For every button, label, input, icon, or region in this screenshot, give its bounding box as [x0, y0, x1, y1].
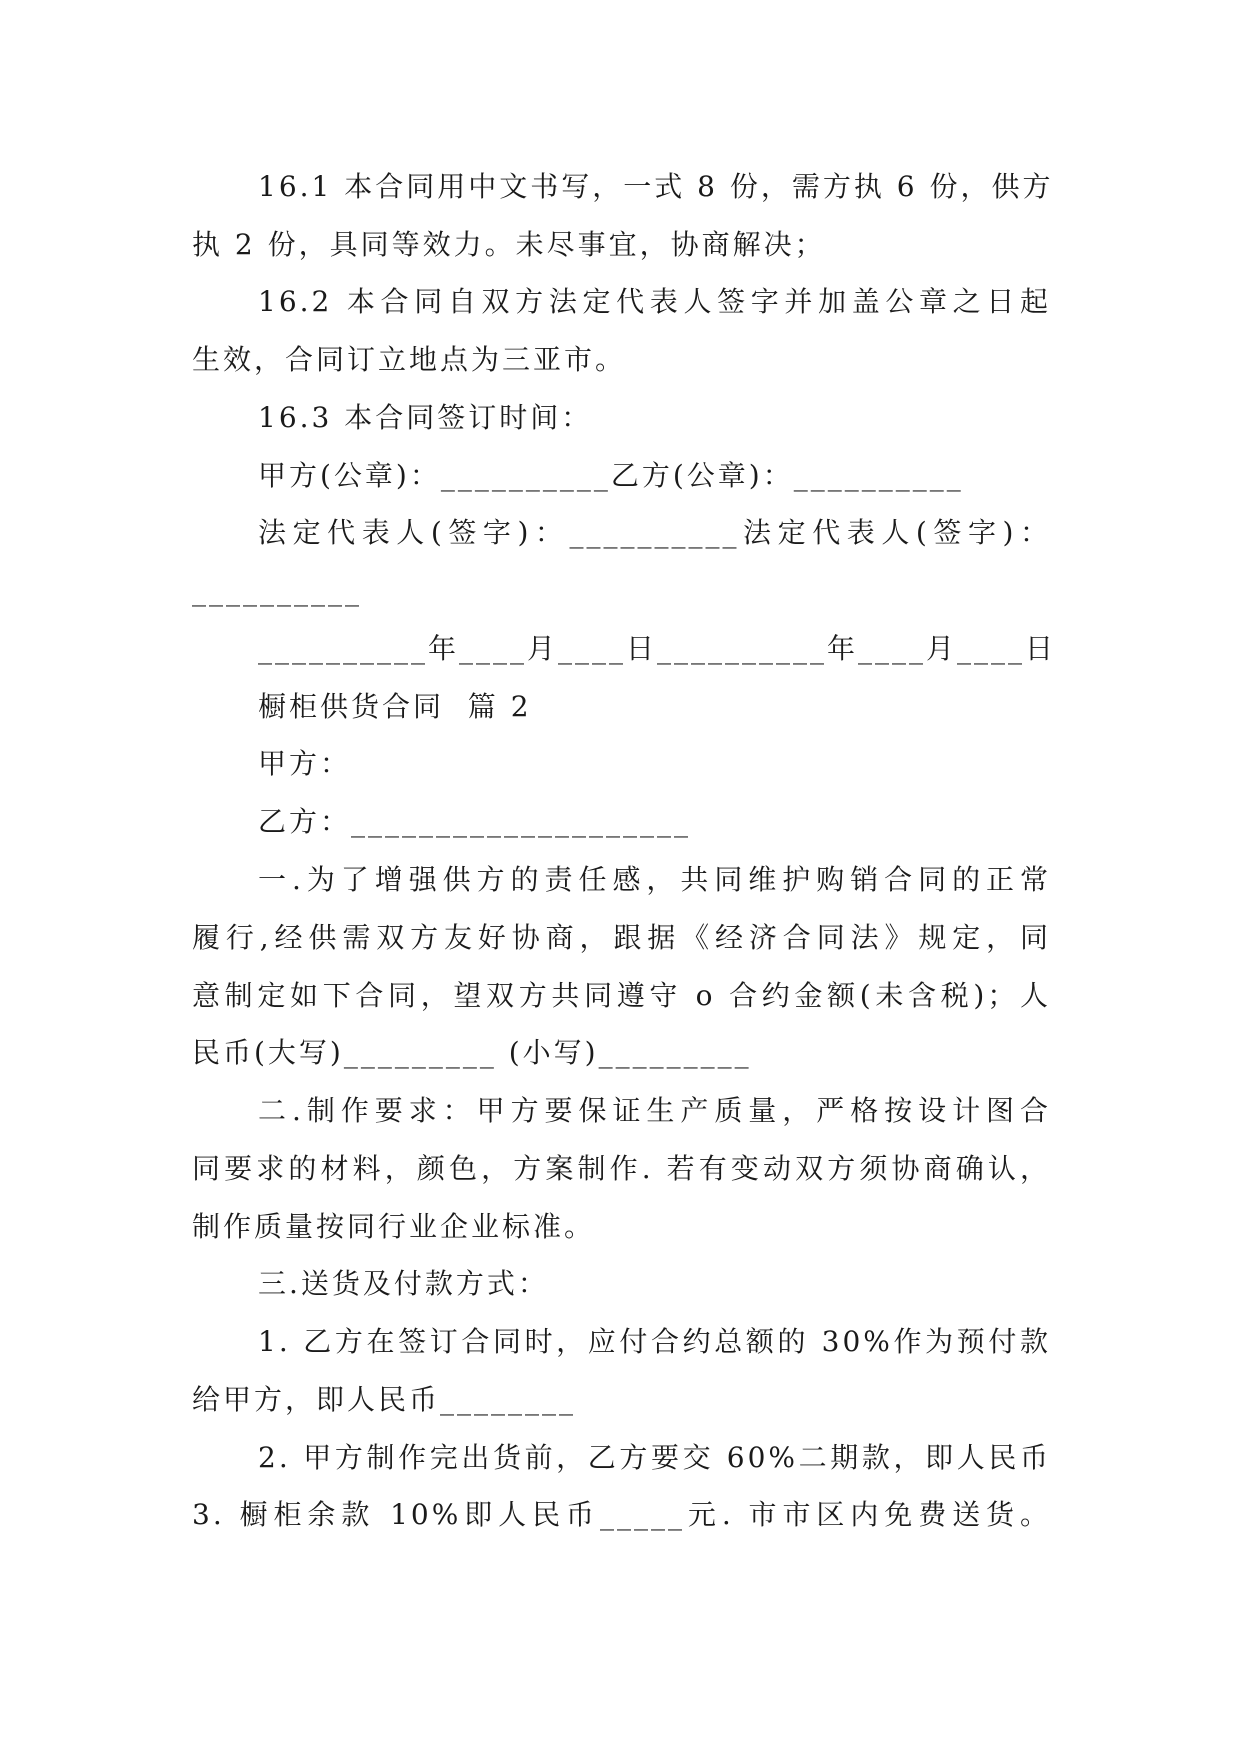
paragraph-16-1-line-1: 16.1 本合同用中文书写，一式 8 份，需方执 6 份，供方 [258, 170, 1054, 203]
section-title: 橱柜供货合同 篇 2 [258, 690, 532, 723]
date-line: __________年____月____日__________年____月____日 [258, 632, 1057, 665]
clause-3-item-1-line-1: 1. 乙方在签订合同时，应付合约总额的 30%作为预付款 [258, 1325, 1051, 1358]
clause-3-heading: 三.送货及付款方式： [258, 1267, 549, 1300]
clause-3-item-3: 3. 橱柜余款 10%即人民币_____元. 市市区内免费送货。 [192, 1498, 1051, 1531]
party-seal-line: 甲方(公章)：__________乙方(公章)：__________ [258, 459, 964, 492]
clause-2-line-3: 制作质量按同行业企业标准。 [192, 1210, 596, 1243]
party-b-line: 乙方：____________________ [258, 805, 692, 838]
party-a-line: 甲方： [258, 747, 352, 780]
paragraph-16-2-line-2: 生效，合同订立地点为三亚市。 [192, 343, 627, 376]
clause-1-line-3: 意制定如下合同，望双方共同遵守 o 合约金额(未含税)；人 [192, 979, 1051, 1012]
paragraph-16-3: 16.3 本合同签订时间： [258, 401, 593, 434]
paragraph-16-1-line-2: 执 2 份，具同等效力。未尽事宜，协商解决； [192, 228, 826, 261]
clause-3-item-1-line-2: 给甲方，即人民币________ [192, 1383, 577, 1416]
clause-1-line-2: 履行,经供需双方友好协商，跟据《经济合同法》规定，同 [192, 921, 1051, 954]
signature-blank-line: __________ [192, 574, 362, 607]
clause-2-line-2: 同要求的材料，颜色，方案制作. 若有变动双方须协商确认， [192, 1152, 1051, 1185]
clause-1-line-4: 民币(大写)_________ (小写)_________ [192, 1036, 752, 1069]
clause-3-item-2: 2. 甲方制作完出货前，乙方要交 60%二期款，即人民币 [258, 1441, 1051, 1474]
paragraph-16-2-line-1: 16.2 本合同自双方法定代表人签字并加盖公章之日起 [258, 285, 1051, 318]
representative-signature-line: 法定代表人(签字)：__________法定代表人(签字)： [258, 516, 1051, 549]
clause-2-line-1: 二.制作要求：甲方要保证生产质量，严格按设计图合 [258, 1094, 1051, 1127]
clause-1-line-1: 一.为了增强供方的责任感，共同维护购销合同的正常 [258, 863, 1051, 896]
